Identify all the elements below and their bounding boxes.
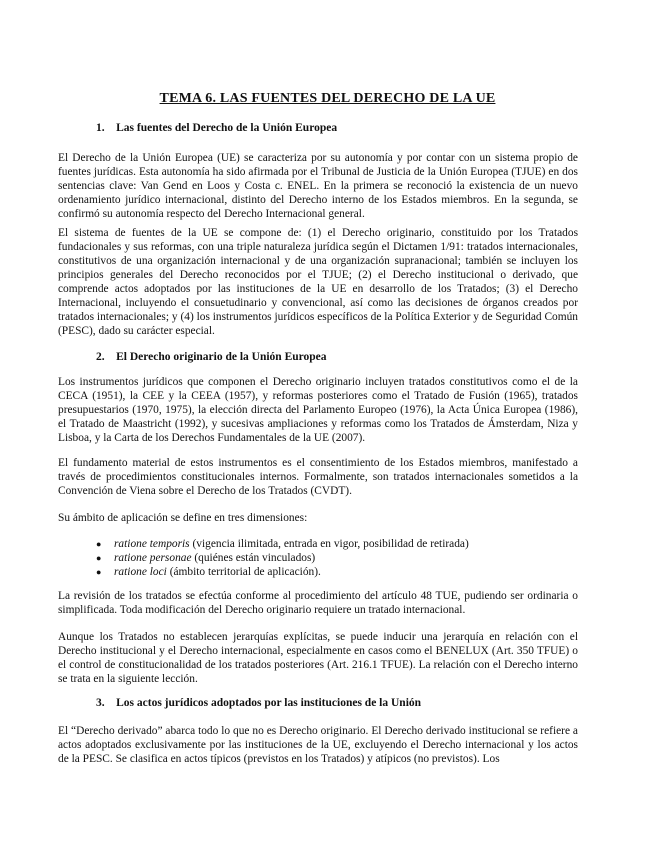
section-heading-3: 3. Los actos jurídicos adoptados por las instituciones de la Unión	[96, 697, 422, 709]
paragraph-original-instruments: Los instrumentos jurídicos que componen el Derecho originario incluyen tratados constitutivos como el de la CECA (1951), la CEE y la CEEA (1957), y reformas posteriores como el Tratado de Fusión (1965), tratados presupuestarios (1970, 1975), la elección directa del Parlamento Europeo (1976), la Acta Única Europea (1986), el Tratado de Maastricht (1992), y sucesivas ampliaciones y reformas como los Tratados de Ámsterdam, Niza y Lisboa, y la Carta de los Derechos Fundamentales de la UE (2007).	[58, 376, 578, 444]
paragraph-material-basis: El fundamento material de estos instrumentos es el consentimiento de los Estados miembros, manifestado a través de procedimientos constitucionales internos. Formalmente, son tratados internacionales sometidos a la Convención de Viena sobre el Derecho de los Tratados (CVDT).	[58, 457, 578, 497]
list-item: ● ratione personae (quiénes están vinculados)	[96, 552, 316, 564]
paragraph-derived-law: El “Derecho derivado” abarca todo lo que no es Derecho originario. El Derecho derivado institucional se refiere a actos adoptados exclusivamente por las instituciones de la UE, excluyendo el Derecho internacional y los actos de la PESC. Se clasifica en actos típicos (previstos en los Tratados) y atípicos (no previstos). Los	[58, 725, 578, 765]
paragraph-scope-intro: Su ámbito de aplicación se define en tres dimensiones:	[58, 512, 308, 524]
paragraph-intro-autonomy: El Derecho de la Unión Europea (UE) se caracteriza por su autonomía y por contar con un sistema propio de fuentes jurídicas. Esta autonomía ha sido afirmada por el Tribunal de Justicia de la Unión Europea (TJUE) en dos sentencias clave: Van Gend en Loos y Costa c. ENEL. En la primera se reconoció la existencia de un nuevo ordenamiento jurídico internacional, distinto del Derecho interno de los Estados miembros. En la segunda, se confirmó su autonomía respecto del Derecho Internacional general.	[58, 152, 578, 220]
paragraph-hierarchy: Aunque los Tratados no establecen jerarquías explícitas, se puede inducir una jerarquía en relación con el Derecho institucional y el Derecho internacional, especialmente en casos como el BENELUX (Art. 350 TFUE) o el control de constitucionalidad de los tratados posteriores (Art. 216.1 TFUE). La relación con el Derecho interno se trata en la siguiente lección.	[58, 631, 578, 685]
paragraph-sources-system: El sistema de fuentes de la UE se compone de: (1) el Derecho originario, constituido por los Tratados fundacionales y sus reformas, con una triple naturaleza jurídica según el Dictamen 1/91: tratados internacionales, constitutivos de una organización internacional y de una organización supranacional; también se incluyen los principios generales del Derecho reconocidos por el TJUE; (2) el Derecho institucional o derivado, que comprende actos adoptados por las instituciones de la UE en desarrollo de los Tratados; (3) el Derecho Internacional, incluyendo el consuetudinario y convencional, así como las decisiones de órganos creados por tratados internacionales; y (4) los instrumentos jurídicos específicos de la Política Exterior y de Seguridad Común (PESC), dado su carácter especial.	[58, 227, 578, 337]
bullet-icon: ●	[96, 567, 102, 577]
list-item: ● ratione temporis (vigencia ilimitada, entrada en vigor, posibilidad de retirada)	[96, 538, 469, 550]
scope-bullet-list	[96, 537, 576, 579]
bullet-icon: ●	[96, 553, 102, 563]
document-title: TEMA 6. LAS FUENTES DEL DERECHO DE LA UE	[159, 91, 496, 106]
paragraph-treaty-revision: La revisión de los tratados se efectúa conforme al procedimiento del artículo 48 TUE, pudiendo ser ordinaria o simplificada. Toda modificación del Derecho originario requiere un tratado internacional.	[58, 590, 578, 616]
section-heading-2: 2. El Derecho originario de la Unión Europea	[96, 351, 327, 363]
list-item: ● ratione loci (ámbito territorial de aplicación).	[96, 566, 321, 578]
section-heading-1: 1. Las fuentes del Derecho de la Unión Europea	[96, 122, 338, 134]
bullet-icon: ●	[96, 539, 102, 549]
